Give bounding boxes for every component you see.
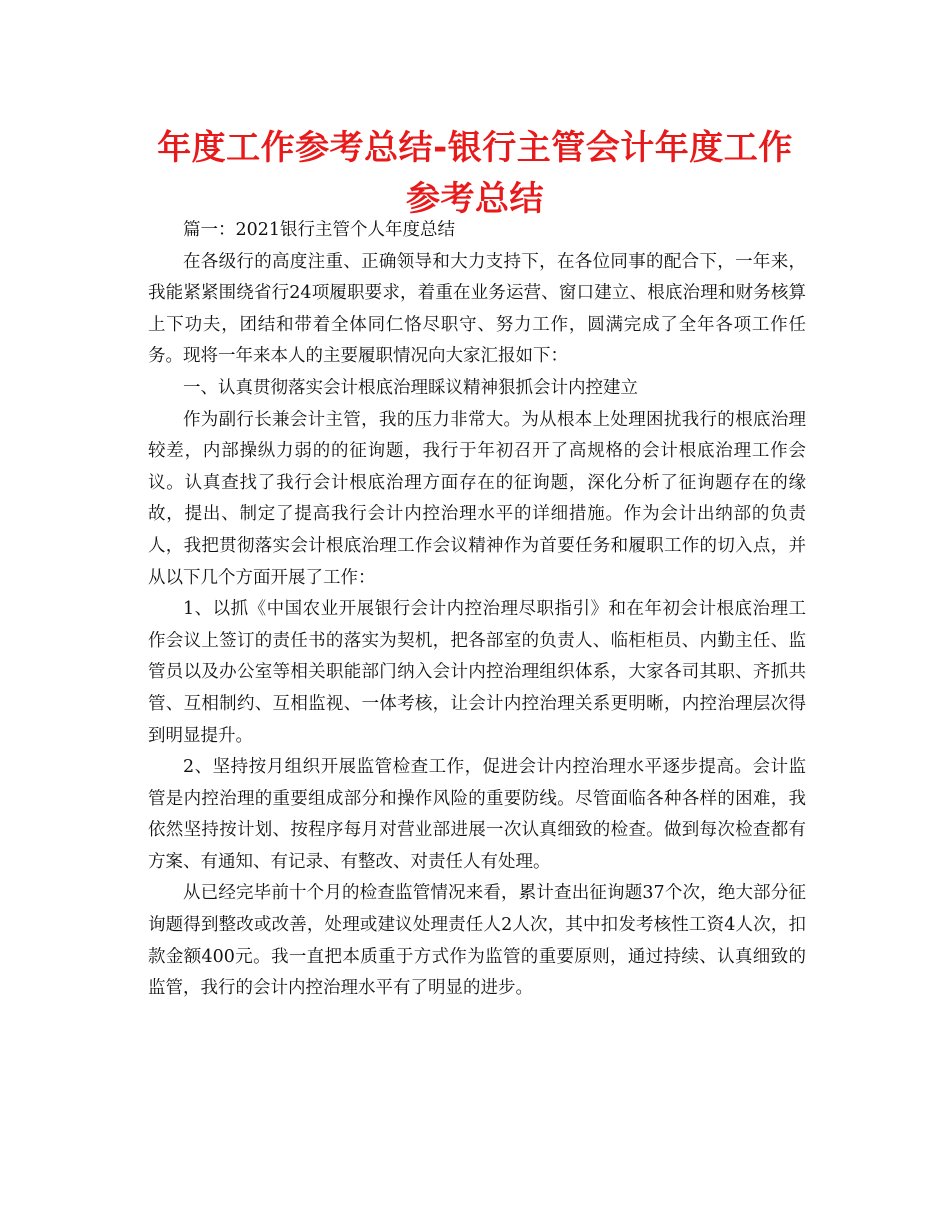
paragraph-subsection-heading: 一、认真贯彻落实会计根底治理睬议精神狠抓会计内控建立	[183, 377, 638, 398]
paragraph: 1、以抓《中国农业开展银行会计内控治理尽职指引》和在年初会计根底治理工作会议上签订的责任书的落实为契机，把各部室的负责人、临柜柜员、内勤主任、监管员以及办公室等相关职能部门纳入会计内控治理组织体系，大家各司其职、齐抓共管、互相制约、互相监视、一体考核，让会计内控治理关系更明晰，内控治理层次得到明显提升。	[148, 599, 806, 746]
document-body	[148, 215, 806, 1005]
document-title: 年度工作参考总结-银行主管会计年度工作参考总结	[157, 128, 793, 219]
paragraph: 作为副行长兼会计主管，我的压力非常大。为从根本上处理困扰我行的根底治理较差，内部操纵力弱的的征询题，我行于年初召开了高规格的会计根底治理工作会议。认真查找了我行会计根底治理方面存在的征询题，深化分析了征询题存在的缘故，提出、制定了提高我行会计内控治理水平的详细措施。作为会计出纳部的负责人，我把贯彻落实会计根底治理工作会议精神作为首要任务和履职工作的切入点，并从以下几个方面开展了工作：	[148, 409, 806, 588]
paragraph-section-heading: 篇一：2021银行主管个人年度总结	[183, 220, 456, 240]
paragraph: 2、坚持按月组织开展监管检查工作，促进会计内控治理水平逐步提高。会计监管是内控治理的重要组成部分和操作风险的重要防线。尽管面临各种各样的困难，我依然坚持按计划、按程序每月对营业部进展一次认真细致的检查。做到每次检查都有方案、有通知、有记录、有整改、对责任人有处理。	[148, 757, 806, 872]
paragraph: 从已经完毕前十个月的检查监管情况来看，累计查出征询题37个次，绝大部分征询题得到整改或改善，处理或建议处理责任人2人次，其中扣发考核性工资4人次，扣款金额400元。我一直把本质重于方式作为监管的重要原则，通过持续、认真细致的监管，我行的会计内控治理水平有了明显的进步。	[148, 883, 806, 999]
paragraph: 在各级行的高度注重、正确领导和大力支持下，在各位同事的配合下，一年来，我能紧紧围绕省行24项履职要求，着重在业务运营、窗口建立、根底治理和财务核算上下功夫，团结和带着全体同仁恪尽职守、努力工作，圆满完成了全年各项工作任务。现将一年来本人的主要履职情况向大家汇报如下：	[148, 251, 806, 367]
